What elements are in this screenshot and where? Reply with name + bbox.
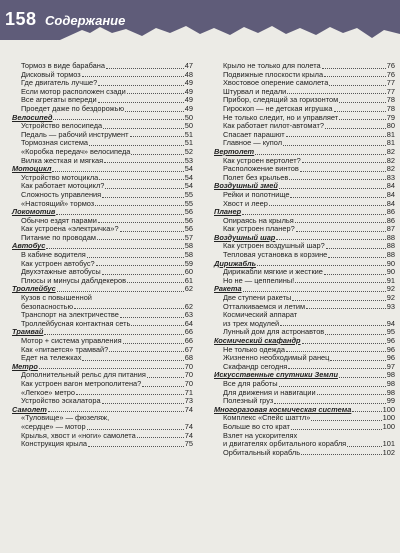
toc-entry-title: Вилка жесткая и мягкая: [21, 155, 104, 165]
dot-leader: [56, 214, 183, 215]
toc-entry-title: Где двигатель лучше?: [21, 78, 98, 88]
toc-entry-page: 88: [386, 250, 395, 260]
toc-entry-title: Жизненно необходимый ранец: [223, 353, 330, 363]
toc-entry-title: Отталкиваемся и летим: [223, 301, 306, 311]
toc-entry-page: 99: [386, 396, 395, 406]
toc-entry-page: 49: [184, 78, 193, 88]
toc-entry-page: 57: [184, 232, 193, 242]
toc-entry-title: Едет на тележках: [21, 353, 82, 363]
toc-entry-page: 70: [184, 361, 193, 371]
dot-leader: [339, 102, 386, 103]
toc-entry-page: 50: [184, 121, 193, 131]
toc-entry-page: 98: [386, 387, 395, 397]
dot-leader: [279, 386, 386, 387]
toc-entry-title: Прибор, следящий за горизонтом: [223, 95, 339, 105]
dot-leader: [131, 154, 183, 155]
dot-leader: [87, 257, 184, 258]
toc-entry-title: «сердце» — мотор: [21, 421, 86, 431]
toc-entry-page: 74: [184, 404, 193, 414]
toc-entry-title: Лунный дом для астронавтов: [223, 327, 325, 337]
dot-leader: [296, 231, 386, 232]
toc-entry-title: Как устроен воздушный шар?: [223, 241, 325, 251]
dot-leader: [98, 85, 184, 86]
toc-entry-title: Полезный груз: [223, 396, 274, 406]
toc-entry-page: 92: [386, 284, 395, 294]
toc-entry-title: Хвост и леер: [223, 198, 268, 208]
dot-leader: [105, 188, 183, 189]
toc-entry-title: Как «питается» трамвай?: [21, 344, 109, 354]
toc-entry-title: Как устроен вагон метрополитена?: [21, 378, 142, 388]
toc-entry-title: Как устроена «электричка»?: [21, 224, 119, 234]
toc-entry-page: 96: [386, 344, 395, 354]
toc-entry-title: Педаль — рабочий инструмент: [21, 129, 129, 139]
toc-entry-page: 61: [184, 275, 193, 285]
toc-entry-page: 83: [386, 172, 395, 182]
dot-leader: [137, 437, 184, 438]
dot-leader: [291, 429, 382, 430]
dot-leader: [286, 351, 386, 352]
dot-leader: [109, 351, 184, 352]
toc-entry-page: 56: [184, 207, 193, 217]
dot-leader: [302, 343, 386, 344]
toc-entry-page: 54: [184, 172, 193, 182]
dot-leader: [147, 377, 184, 378]
dot-leader: [142, 386, 184, 387]
toc-entry-page: 82: [386, 146, 395, 156]
toc-entry-title: Крылья, хвост и «ноги» самолета: [21, 430, 136, 440]
toc-entry-title: «Туловище» — фюзеляж,: [21, 413, 110, 423]
dot-leader: [44, 334, 183, 335]
dot-leader: [334, 111, 386, 112]
dot-leader: [74, 308, 184, 309]
page-header: [0, 0, 400, 42]
dot-leader: [95, 205, 184, 206]
toc-right-column: [214, 62, 395, 457]
toc-entry-page: 73: [184, 396, 193, 406]
dot-leader: [106, 68, 184, 69]
dot-leader: [292, 300, 385, 301]
dot-leader: [306, 308, 386, 309]
dot-leader: [120, 317, 184, 318]
toc-entry-title: Не только следит, но и управляет: [223, 112, 339, 122]
toc-entry-page: 100: [382, 413, 395, 423]
toc-entry-page: 84: [386, 189, 395, 199]
toc-entry-page: 95: [386, 327, 395, 337]
dot-leader: [96, 265, 184, 266]
dot-leader: [89, 145, 184, 146]
dot-leader: [99, 179, 184, 180]
toc-entry-page: 78: [386, 103, 395, 113]
dot-leader: [102, 403, 184, 404]
toc-entry-title: Метро: [12, 361, 38, 371]
toc-entry-page: 56: [184, 215, 193, 225]
toc-entry-page: 93: [386, 301, 395, 311]
toc-entry-page: 91: [386, 275, 395, 285]
dot-leader: [120, 231, 184, 232]
toc-entry-title: Все для работы: [223, 378, 278, 388]
toc-entry-title: Полет без крыльев: [223, 172, 289, 182]
dot-leader: [311, 420, 381, 421]
toc-entry-title: Устройство велосипеда: [21, 121, 103, 131]
toc-entry-title: Проедет даже по бездорожью: [21, 103, 125, 113]
dot-leader: [97, 239, 184, 240]
dot-leader: [57, 291, 184, 292]
dot-leader: [131, 325, 183, 326]
toc-entry-title: безопасностью: [21, 301, 73, 311]
dot-leader: [330, 360, 385, 361]
toc-entry-title: Тормозная система: [21, 138, 89, 148]
toc-entry-page: 87: [386, 224, 395, 234]
toc-entry-title: Рейки и полотнище: [223, 189, 290, 199]
toc-entry-title: Велосипед: [12, 112, 53, 122]
toc-entry-title: Дирижабль: [214, 258, 256, 268]
toc-entry-page: 88: [386, 241, 395, 251]
toc-entry-page: 60: [184, 267, 193, 277]
toc-entry-title: Кузов с повышенной: [21, 293, 92, 303]
dot-leader: [322, 68, 386, 69]
toc-entry-page: 96: [386, 353, 395, 363]
toc-entry: [12, 440, 193, 449]
toc-entry-page: 74: [184, 421, 193, 431]
dot-leader: [123, 343, 184, 344]
dot-leader: [300, 171, 386, 172]
dot-leader: [317, 394, 386, 395]
toc-entry-page: 86: [386, 215, 395, 225]
toc-entry-page: 51: [184, 129, 193, 139]
dot-leader: [339, 377, 386, 378]
toc-entry-page: 64: [184, 318, 193, 328]
toc-entry-page: 86: [386, 207, 395, 217]
dot-leader: [102, 274, 184, 275]
toc-entry-title: Спасает парашют: [223, 129, 285, 139]
toc-entry-title: из трех модулей: [223, 318, 280, 328]
toc-entry-page: 63: [184, 310, 193, 320]
toc-entry-page: 67: [184, 344, 193, 354]
toc-entry-page: 98: [386, 370, 395, 380]
dot-leader: [295, 222, 386, 223]
toc-entry-title: Воздушный шар: [214, 232, 276, 242]
dot-leader: [276, 239, 385, 240]
toc-entry-page: 59: [184, 258, 193, 268]
dot-leader: [290, 197, 385, 198]
toc-entry-page: 68: [184, 353, 193, 363]
toc-entry-title: Тепловая установка в корзине: [223, 250, 328, 260]
toc-entry-page: 82: [386, 155, 395, 165]
toc-entry-title: Подвижные плоскости крыла: [223, 69, 324, 79]
dot-leader: [82, 76, 184, 77]
toc-entry-title: Искусственные спутники Земли: [214, 370, 338, 380]
dot-leader: [295, 282, 386, 283]
toc-entry-page: 55: [184, 189, 193, 199]
toc-entry-page: 97: [386, 361, 395, 371]
toc-entry-title: В кабине водителя: [21, 250, 86, 260]
toc-entry-title: Крыло не только для полета: [223, 61, 321, 70]
toc-entry: [12, 354, 193, 363]
toc-entry-page: 54: [184, 181, 193, 191]
toc-entry-title: Троллейбус: [12, 284, 56, 294]
toc-entry-page: 62: [184, 284, 193, 294]
dot-leader: [328, 257, 385, 258]
toc-entry-page: 78: [386, 95, 395, 105]
dot-leader: [46, 248, 183, 249]
toc-entry-title: Конструкция крыла: [21, 439, 88, 449]
toc-entry-title: Космический скафандр: [214, 336, 301, 345]
dot-leader: [287, 93, 385, 94]
dot-leader: [347, 446, 381, 447]
dot-leader: [82, 360, 183, 361]
toc-entry-page: 94: [386, 318, 395, 328]
dot-leader: [302, 162, 386, 163]
toc-entry-title: Гироскоп — не детская игрушка: [223, 103, 333, 113]
toc-entry-page: 54: [184, 164, 193, 174]
toc-entry-title: Планер: [214, 207, 242, 217]
dot-leader: [301, 454, 382, 455]
dot-leader: [326, 248, 386, 249]
toc-entry-title: Обычно ездят парами: [21, 215, 97, 225]
toc-entry-title: Как устроен автобус?: [21, 258, 95, 268]
toc-entry-page: 52: [184, 146, 193, 156]
toc-entry-title: Если мотор расположен сзади: [21, 86, 126, 96]
dot-leader: [325, 334, 386, 335]
dot-leader: [87, 429, 184, 430]
toc-entry-title: Автобус: [12, 241, 46, 251]
toc-entry-title: Тормоз в виде барабана: [21, 61, 105, 70]
toc-entry-title: «Легкое» метро: [21, 387, 76, 397]
toc-entry-page: 80: [386, 121, 395, 131]
dot-leader: [279, 188, 386, 189]
toc-entry-title: Устройство мотоцикла: [21, 172, 99, 182]
dot-leader: [255, 154, 386, 155]
toc-entry: [214, 200, 395, 209]
toc-entry-page: 90: [386, 258, 395, 268]
toc-entry-page: 49: [184, 86, 193, 96]
dot-leader: [104, 162, 184, 163]
dot-leader: [339, 119, 386, 120]
toc-entry-title: Хвостовое оперение самолета: [223, 78, 329, 88]
toc-entry-page: 90: [386, 267, 395, 277]
toc-entry-page: 75: [184, 439, 193, 449]
toc-entry-page: 96: [386, 336, 395, 345]
dot-leader: [103, 128, 184, 129]
dot-leader: [288, 368, 385, 369]
toc-entry-page: 74: [184, 430, 193, 440]
toc-entry-title: Троллейбусная контактная сеть: [21, 318, 131, 328]
dot-leader: [257, 265, 386, 266]
dot-leader: [102, 197, 184, 198]
toc-entry-page: 102: [382, 447, 395, 457]
toc-entry-title: Штурвал и педали: [223, 86, 287, 96]
toc-entry-page: 71: [184, 387, 193, 397]
toc-left-column: [12, 62, 193, 449]
toc-entry-page: 77: [386, 86, 395, 96]
dot-leader: [98, 102, 184, 103]
toc-entry-page: 81: [386, 138, 395, 148]
toc-entry-title: Опираясь на крылья: [223, 215, 294, 225]
toc-entry-title: Две ступени ракеты: [223, 293, 292, 303]
dot-leader: [324, 76, 386, 77]
dot-leader: [274, 403, 385, 404]
dot-leader: [98, 222, 184, 223]
toc-entry-page: 88: [386, 232, 395, 242]
dot-leader: [352, 411, 381, 412]
toc-entry-page: 76: [386, 69, 395, 79]
dot-leader: [280, 325, 386, 326]
toc-entry-page: 55: [184, 198, 193, 208]
toc-entry-title: Как устроен вертолет?: [223, 155, 301, 165]
toc-entry-title: Мотоцикл: [12, 164, 52, 174]
page-number: 158: [5, 9, 37, 29]
toc-entry-title: Плюсы и минусы даблдекеров: [21, 275, 127, 285]
toc-entry-title: Устройство эскалатора: [21, 396, 101, 406]
dot-leader: [127, 93, 184, 94]
toc-entry-page: 66: [184, 336, 193, 345]
dot-leader: [269, 205, 386, 206]
toc-entry-page: 70: [184, 378, 193, 388]
dot-leader: [125, 111, 184, 112]
toc-entry-title: Транспорт на электричестве: [21, 310, 119, 320]
toc-entry-page: 84: [386, 181, 395, 191]
toc-entry-title: Как работает мотоцикл?: [21, 181, 105, 191]
toc-entry-page: 81: [386, 129, 395, 139]
toc-entry-page: 98: [386, 378, 395, 388]
dot-leader: [130, 136, 184, 137]
dot-leader: [286, 136, 386, 137]
toc-entry-title: Дирижабли мягкие и жесткие: [223, 267, 323, 277]
toc-entry-title: Сложность управления: [21, 189, 102, 199]
toc-entry-title: Расположение винтов: [223, 164, 299, 174]
toc-entry-title: Питание по проводам: [21, 232, 96, 242]
toc-entry-title: Дисковый тормоз: [21, 69, 81, 79]
toc-entry-title: Но не — цеппелины!: [223, 275, 295, 285]
toc-entry: [214, 449, 395, 458]
dot-leader: [324, 274, 386, 275]
toc-entry-page: 100: [382, 404, 395, 414]
dot-leader: [76, 394, 184, 395]
toc-entry-title: Космический аппарат: [223, 310, 298, 320]
toc-entry-page: 47: [184, 61, 193, 70]
toc-entry-title: Локомотив: [12, 207, 56, 217]
toc-entry-title: Ракета: [214, 284, 242, 294]
toc-entry-title: Трамвай: [12, 327, 44, 337]
dot-leader: [88, 446, 184, 447]
toc-entry-page: 92: [386, 293, 395, 303]
toc-entry-page: 82: [386, 164, 395, 174]
dot-leader: [243, 291, 386, 292]
toc-entry-page: 49: [184, 103, 193, 113]
toc-entry-title: Как работает пилот-автомат?: [223, 121, 324, 131]
dot-leader: [53, 119, 183, 120]
dot-leader: [39, 368, 184, 369]
toc-entry-page: 77: [386, 78, 395, 88]
toc-entry-page: 79: [386, 112, 395, 122]
dot-leader: [289, 179, 385, 180]
toc-entry-title: Взлет на ускорителях: [223, 430, 298, 440]
toc-entry-title: Вертолет: [214, 146, 255, 156]
toc-entry-title: Главное — купол: [223, 138, 283, 148]
toc-entry-title: «Коробка передач» велосипеда: [21, 146, 131, 156]
dot-leader: [127, 282, 184, 283]
dot-leader: [325, 128, 386, 129]
dot-leader: [329, 85, 385, 86]
toc-entry-page: 62: [184, 301, 193, 311]
toc-entry-page: 56: [184, 224, 193, 234]
toc-entry-page: 70: [184, 370, 193, 380]
dot-leader: [283, 145, 386, 146]
page-title: Содержание: [45, 13, 126, 28]
toc-entry-title: Больше во сто крат: [223, 421, 290, 431]
toc-entry-page: 49: [184, 95, 193, 105]
toc-entry-title: Все агрегаты впереди: [21, 95, 97, 105]
toc-entry-title: Скафандр сегодня: [223, 361, 288, 371]
toc-entry-title: Воздушный змей: [214, 181, 278, 191]
toc-entry-page: 58: [184, 250, 193, 260]
toc-entry-title: Многоразовая космическая система: [214, 404, 352, 414]
toc-entry-title: Самолет: [12, 404, 47, 414]
toc-entry-page: 48: [184, 69, 193, 79]
toc-entry-title: Дополнительный рельс для питания: [21, 370, 146, 380]
toc-entry-title: «Настоящий» тормоз: [21, 198, 95, 208]
toc-entry-page: 66: [184, 327, 193, 337]
dot-leader: [48, 411, 184, 412]
toc-entry-title: Мотор + система управления: [21, 336, 122, 345]
toc-entry-title: Как устроен планер?: [223, 224, 295, 234]
dot-leader: [242, 214, 386, 215]
toc-entry-title: Для движения и навигации: [223, 387, 316, 397]
toc-entry-title: Двухэтажные автобусы: [21, 267, 101, 277]
toc-entry-page: 51: [184, 138, 193, 148]
toc-entry-page: 58: [184, 241, 193, 251]
dot-leader: [52, 171, 183, 172]
toc-entry-page: 100: [382, 421, 395, 431]
toc-entry-page: 84: [386, 198, 395, 208]
toc-entry-title: Комплекс «Спейс шаттл»: [223, 413, 311, 423]
toc-entry-page: 101: [382, 439, 395, 449]
toc-entry-title: и двигателях орбитального корабля: [223, 439, 347, 449]
toc-entry-title: Не только одежда: [223, 344, 286, 354]
toc-entry-title: Орбитальный корабль: [223, 447, 301, 457]
toc-entry-page: 53: [184, 155, 193, 165]
toc-entry-page: 76: [386, 61, 395, 70]
toc-entry-page: 50: [184, 112, 193, 122]
